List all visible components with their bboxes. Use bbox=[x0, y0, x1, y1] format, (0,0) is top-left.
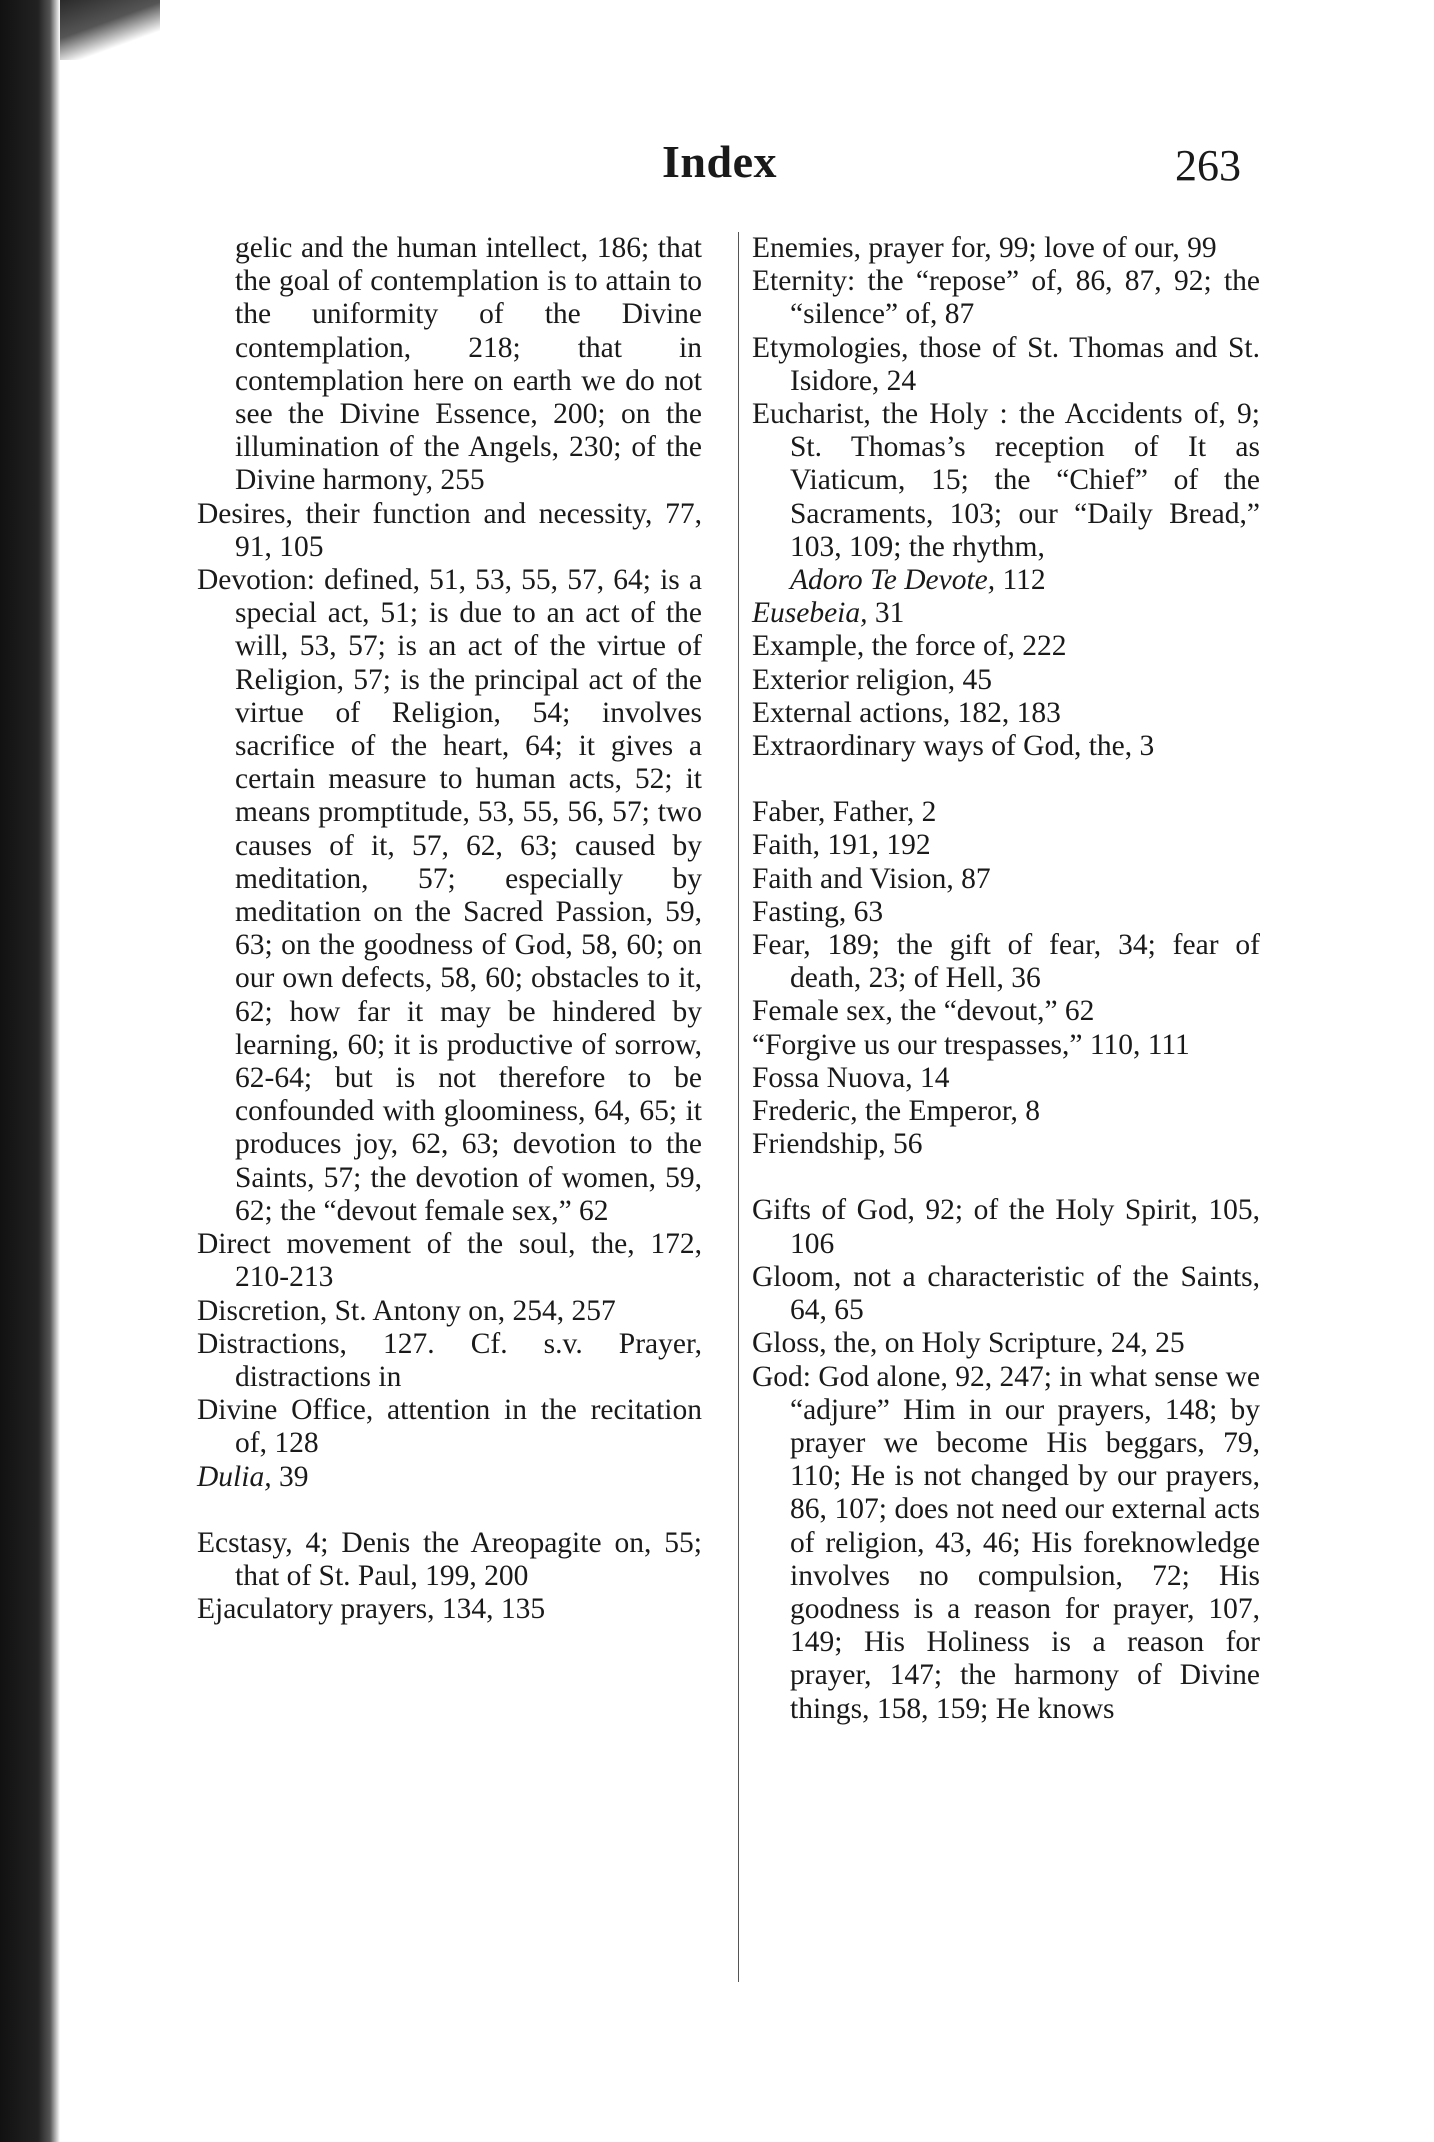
index-entry: Divine Office, attention in the recitation of, 128 bbox=[197, 1394, 702, 1460]
index-entry-dulia bbox=[197, 1461, 702, 1494]
index-entry-adoro bbox=[752, 564, 1260, 597]
index-entry: Exterior religion, 45 bbox=[752, 663, 993, 696]
index-entry: Eternity: the “repose” of, 86, 87, 92; the “silence” of, 87 bbox=[752, 265, 1260, 331]
index-entry: Gloss, the, on Holy Scripture, 24, 25 bbox=[752, 1327, 1185, 1360]
index-entry: Example, the force of, 222 bbox=[752, 630, 1067, 663]
index-entry: Frederic, the Emperor, 8 bbox=[752, 1095, 1040, 1128]
index-entry: Fear, 189; the gift of fear, 34; fear of death, 23; of Hell, 36 bbox=[752, 929, 1260, 995]
index-entry: Devotion: defined, 51, 53, 55, 57, 64; is a special act, 51; is due to an act of the will, 53, 57; is an act of the virtue of Religion, 57; is the principal act of the virtue of Religion, 54; involves sacrifice of the heart, 64; it gives a certain measure to human acts, 52; it means promptitude, 53, 55, 56, 57; two causes of it, 57, 62, 63; caused by meditation, 57; especially by meditation on the Sacred Passion, 59, 63; on the goodness of God, 58, 60; on our own defects, 58, 60; obstacles to it, 62; how far it may be hindered by learning, 60; it is productive of sorrow, 62-64; but is not therefore to be confounded with gloominess, 64, 65; it produces joy, 62, 63; devotion to the Saints, 57; the devotion of women, 59, 62; the “devout female sex,” 62 bbox=[197, 564, 702, 1227]
index-entry: Etymologies, those of St. Thomas and St. Isidore, 24 bbox=[752, 331, 1260, 397]
index-entry: Ecstasy, 4; Denis the Areopagite on, 55; that of St. Paul, 199, 200 bbox=[197, 1526, 702, 1592]
index-entry: Fossa Nuova, 14 bbox=[752, 1061, 950, 1094]
index-entry: Enemies, prayer for, 99; love of our, 99 bbox=[752, 232, 1217, 264]
letter-gap bbox=[752, 763, 1260, 796]
page-number: 263 bbox=[1175, 141, 1241, 190]
page-header bbox=[0, 135, 1434, 195]
index-entry: Direct movement of the soul, the, 172, 210-213 bbox=[197, 1228, 702, 1294]
binding-shadow bbox=[60, 0, 160, 60]
book-binding-edge bbox=[0, 0, 60, 2142]
index-term-italic: Adoro Te Devote, bbox=[790, 564, 996, 597]
index-entry: Faber, Father, 2 bbox=[752, 796, 937, 829]
index-entry: Extraordinary ways of God, the, 3 bbox=[752, 730, 1155, 763]
index-entry: Distractions, 127. Cf. s.v. Prayer, distractions in bbox=[197, 1327, 702, 1393]
index-page-ref: 31 bbox=[867, 597, 905, 630]
index-entry: Faith and Vision, 87 bbox=[752, 862, 991, 895]
index-entry: External actions, 182, 183 bbox=[752, 696, 1061, 729]
index-entry: Gifts of God, 92; of the Holy Spirit, 105, 106 bbox=[752, 1194, 1260, 1260]
letter-gap bbox=[197, 1494, 702, 1527]
index-entry: Gloom, not a characteristic of the Saints, 64, 65 bbox=[752, 1260, 1260, 1327]
index-term-italic: Eusebeia, bbox=[752, 597, 868, 630]
index-entry: Friendship, 56 bbox=[752, 1128, 923, 1161]
index-entry: Desires, their function and necessity, 77, 91, 105 bbox=[197, 497, 702, 563]
index-column-left bbox=[197, 232, 702, 1626]
index-entry: Eucharist, the Holy : the Accidents of, 9; St. Thomas’s reception of It as Viaticum, 15; the “Chief” of the Sacraments, 103; our “Daily Bread,” 103, 109; the rhythm, bbox=[752, 398, 1260, 563]
index-entry: Ejaculatory prayers, 134, 135 bbox=[197, 1593, 546, 1626]
index-entry: Faith, 191, 192 bbox=[752, 829, 931, 862]
column-divider bbox=[738, 232, 739, 1982]
index-entry-continuation: gelic and the human intellect, 186; that the goal of contemplation is to attain to the uniformity of the Divine contemplation, 218; that in contemplation here on earth we do not see the Divine Essence, 200; on the illumination of the Angels, 230; of the Divine harmony, 255 bbox=[235, 232, 702, 497]
index-page-ref: 39 bbox=[271, 1460, 309, 1493]
index-term-italic: Dulia, bbox=[197, 1460, 272, 1493]
index-entry: “Forgive us our trespasses,” 110, 111 bbox=[752, 1028, 1190, 1061]
letter-gap bbox=[752, 1161, 1260, 1194]
index-entry: Fasting, 63 bbox=[752, 895, 884, 928]
index-entry: Discretion, St. Antony on, 254, 257 bbox=[197, 1294, 616, 1327]
index-column-right bbox=[752, 232, 1260, 1726]
index-page-ref: 112 bbox=[995, 564, 1046, 597]
index-entry: God: God alone, 92, 247; in what sense we “adjure” Him in our prayers, 148; by prayer we become His beggars, 79, 110; He is not changed by our prayers, 86, 107; does not need our external acts of religion, 43, 46; His foreknowledge involves no compulsion, 72; His goodness is a reason for prayer, 107, 149; His Holiness is a reason for prayer, 147; the harmony of Divine things, 158, 159; He knows bbox=[752, 1360, 1260, 1725]
index-entry: Female sex, the “devout,” 62 bbox=[752, 995, 1095, 1028]
index-entry-eusebeia bbox=[752, 597, 1260, 630]
page-title: Index bbox=[662, 136, 777, 187]
